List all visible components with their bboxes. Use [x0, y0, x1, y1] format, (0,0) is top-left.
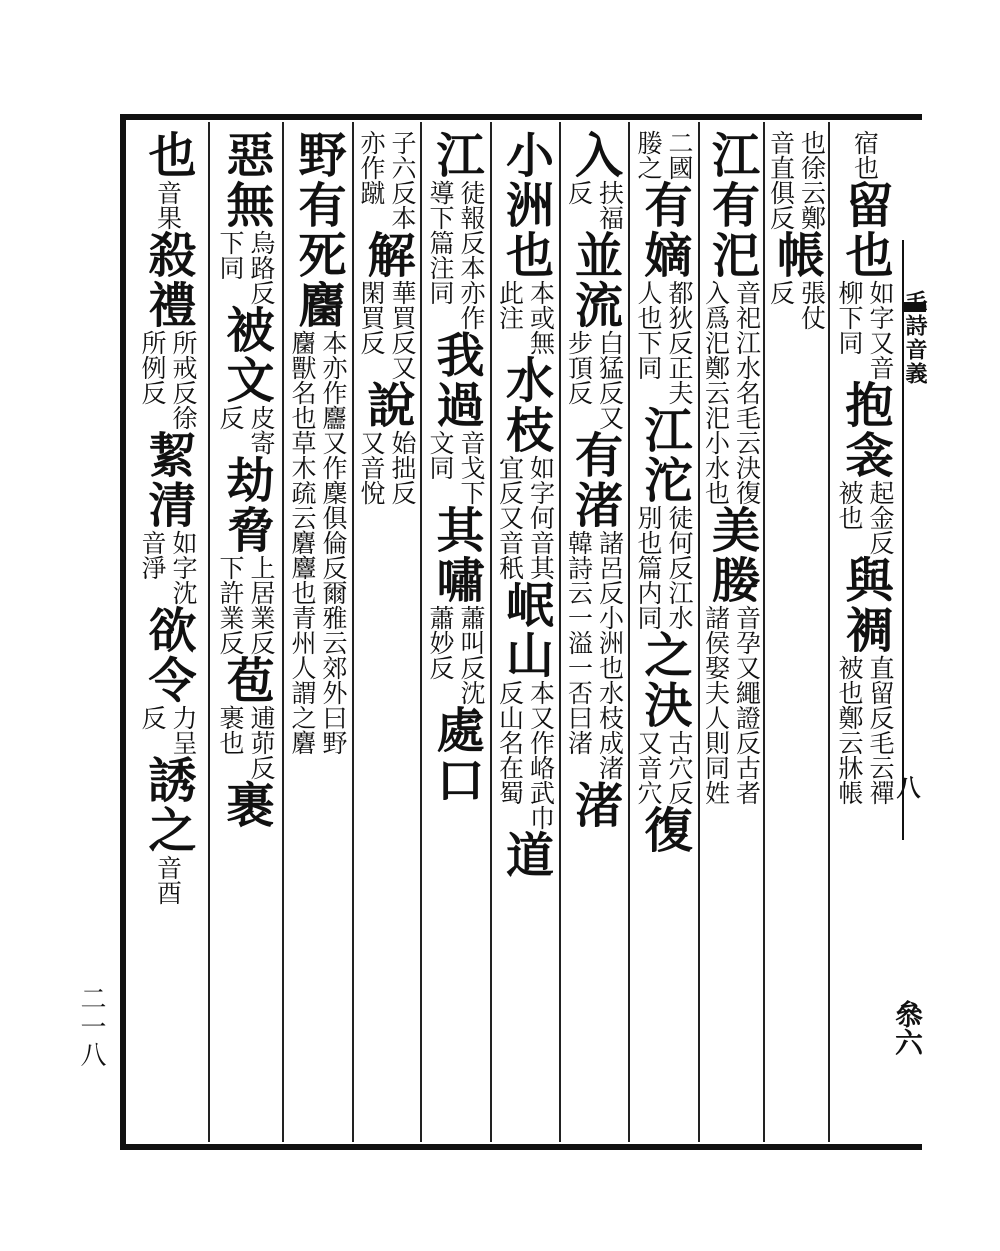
headword-text: 美媵 — [703, 505, 760, 605]
headword-text: 野有死麕 — [290, 130, 346, 330]
annotation-text: 烏路反 下同 — [216, 230, 276, 305]
annotation-text: 徒何反江水 別也篇内同 — [634, 505, 694, 630]
annotation-text: 力呈 反 — [138, 705, 198, 755]
headword-text: 裹 — [218, 780, 274, 830]
annotation-text: 所戒反徐 所例反 — [138, 330, 198, 430]
annotation-text: 徒報反本亦作 導下篇注同 — [426, 180, 486, 330]
annotation-text: 上居業反 下許業反 — [216, 555, 276, 655]
annotation-text: 直留反毛云禪 被也鄭云牀帳 — [835, 655, 895, 805]
headword-text: 水枝 — [497, 355, 554, 455]
headword-text: 也 — [140, 130, 196, 180]
headword-text: 解 — [359, 230, 415, 280]
headword-text: 欲令 — [140, 605, 196, 705]
annotation-text: 張仗 反 — [766, 280, 827, 330]
annotation-text: 本或無 此注 — [495, 280, 556, 355]
headword-text: 江有汜 — [703, 130, 760, 280]
annotation-text: 白猛反又 步頂反 — [564, 330, 625, 430]
headword-text: 江 — [428, 130, 484, 180]
headword-text: 有渚 — [566, 430, 623, 530]
text-column — [128, 122, 208, 1142]
headword-text: 之決 — [636, 630, 692, 730]
headword-text: 抱衾 — [837, 380, 893, 480]
annotation-text: 都狄反正夫 人也下同 — [634, 280, 694, 405]
headword-text: 殺禮 — [140, 230, 196, 330]
annotation-text: 如字又音 柳下同 — [835, 280, 895, 380]
headword-text: 有嫡 — [636, 180, 692, 280]
text-column — [354, 122, 420, 1142]
headword-text: 入 — [566, 130, 623, 180]
headword-text: 我過 — [428, 330, 484, 430]
annotation-text: 扶福 反 — [564, 180, 625, 230]
annotation-text: 古穴反 又音穴 — [634, 730, 694, 805]
annotation-text: 如字沈 音淨 — [138, 530, 198, 605]
headword-text: 渚 — [566, 780, 623, 830]
annotation-text: 華買反又 閑買反 — [357, 280, 417, 380]
annotation-text: 音戈下 文同 — [426, 430, 486, 505]
headword-text: 留也 — [837, 180, 893, 280]
headword-text: 道 — [497, 830, 554, 880]
text-column — [492, 122, 559, 1142]
annotation-text: 音孕又繩證反古者 諸侯娶夫人則同姓 — [701, 605, 762, 805]
headword-text: 並流 — [566, 230, 623, 330]
text-column — [561, 122, 628, 1142]
folio-mark: 八 — [892, 775, 921, 799]
annotation-text: 音果 — [153, 180, 183, 230]
headword-text: 說 — [359, 380, 415, 430]
text-column — [284, 122, 352, 1142]
annotation-text: 始拙反 又音悅 — [357, 430, 417, 505]
headword-text: 惡無 — [218, 130, 274, 230]
headword-text: 苞 — [218, 655, 274, 705]
annotation-text: 音祀江水名毛云決復 入爲汜鄭云汜小水也 — [701, 280, 762, 505]
headword-text: 岷山 — [497, 580, 554, 680]
headword-text: 小洲也 — [497, 130, 554, 280]
text-column — [765, 122, 828, 1142]
annotation-text: 本又作峈武巾 反山名在蜀 — [495, 680, 556, 830]
text-column — [210, 122, 282, 1142]
headword-text: 處口 — [428, 705, 484, 805]
annotation-text: 皮寄 反 — [216, 405, 276, 455]
headword-text: 帳 — [768, 230, 825, 280]
headword-text: 劫脅 — [218, 455, 274, 555]
text-column — [700, 122, 763, 1142]
text-column — [830, 122, 900, 1142]
annotation-text: 蕭叫反沈 蕭妙反 — [426, 605, 486, 705]
annotation-text: 諸呂反小洲也水枝成渚 韓詩云一溢一否曰渚 — [564, 530, 625, 780]
annotation-text: 二國 媵之 — [634, 130, 694, 180]
folio-title: 毛詩音義 — [902, 290, 928, 386]
headword-text: 絜清 — [140, 430, 196, 530]
annotation-text: 逋茆反 裹也 — [216, 705, 276, 780]
annotation-text: 起金反 被也 — [835, 480, 895, 555]
annotation-text: 也徐云鄭 音直俱反 — [766, 130, 827, 230]
annotation-text: 如字何音其 宜反又音秖 — [495, 455, 556, 580]
headword-text: 誘之 — [140, 755, 196, 855]
annotation-text: 本亦作麢又作麇俱倫反爾雅云郊外曰野 麕獸名也草木疏云麏麞也青州人謂之麏 — [288, 330, 348, 755]
headword-text: 復 — [636, 805, 692, 855]
page-number: 二一八 — [76, 985, 106, 1069]
text-column — [630, 122, 698, 1142]
text-column — [422, 122, 490, 1142]
headword-text: 江沱 — [636, 405, 692, 505]
headword-text: 其嘯 — [428, 505, 484, 605]
annotation-text: 音酉 — [153, 855, 183, 905]
annotation-text: 子六反本 亦作蹴 — [357, 130, 417, 230]
annotation-text: 宿也 — [850, 130, 880, 180]
headword-text: 與裯 — [837, 555, 893, 655]
headword-text: 被文 — [218, 305, 274, 405]
folio-edge-text: 叅六 — [891, 1000, 924, 1056]
